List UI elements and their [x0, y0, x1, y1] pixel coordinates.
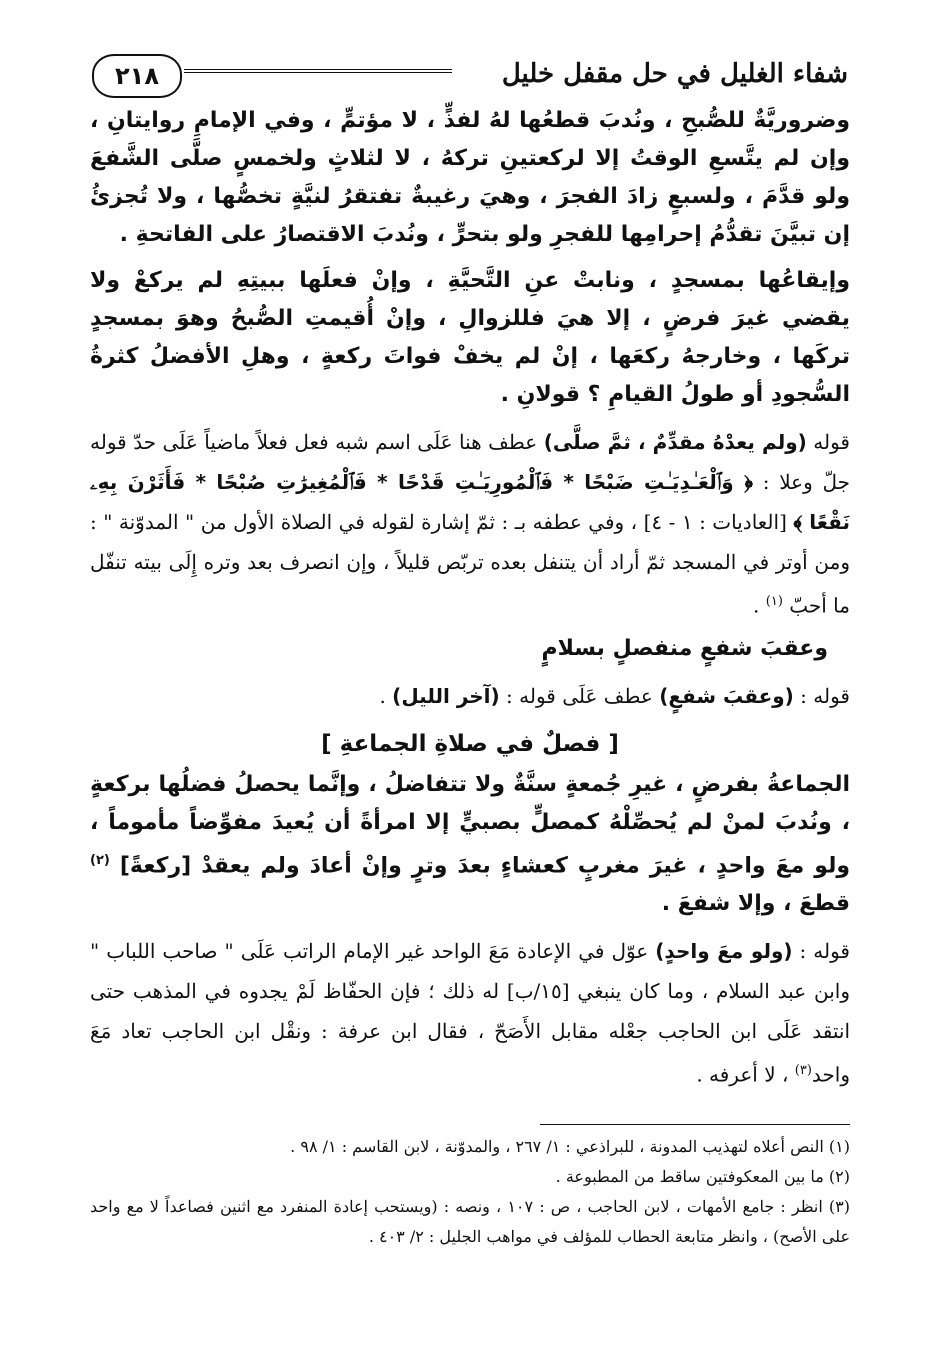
commentary-prefix: قوله	[806, 430, 850, 454]
quran-quote: ﴿ وَٱلْعَـٰدِيَـٰتِ ضَبْحًا * فَٱلْمُورِيَـٰتِ قَدْحًا * فَٱلْمُغِيرَٰتِ صُبْحًا * فَأَثَرْنَ بِهِۦ نَقْعًا ﴾	[90, 470, 851, 534]
page-number: ٢١٨	[92, 54, 182, 98]
commentary-paragraph-1	[90, 422, 850, 626]
commentary-paragraph-2	[90, 676, 850, 716]
commentary-text: عطف عَلَى قوله :	[499, 683, 660, 708]
commentary-text: عطف هنا عَلَى اسم شبه فعل فعلاً ماضياً عَلَى حدّ قوله جلّ وعلا :	[90, 430, 850, 494]
commentary-paragraph-3	[90, 931, 850, 1095]
footnote-1: (١) النص أعلاه لتهذيب المدونة ، للبراذعي : ١/ ٢٦٧ ، والمدوّنة ، لابن القاسم : ١/ ٩٨ .	[290, 1137, 850, 1156]
commentary-text: ، لا أعرفه .	[696, 1062, 795, 1087]
commentary-prefix: قوله :	[793, 683, 850, 708]
matn-paragraph-4	[90, 766, 850, 923]
matn-paragraph-1: وضروريَّةٌ للصُّبحِ ، ونُدبَ قطعُها لهُ لفذٍّ ، لا مؤتمٍّ ، وفي الإمامِ روايتانِ ، وإن لم يتَّسعِ الوقتُ إلا لركعتينِ تركهُ ، لا لثلاثٍ ولخمسٍ صلَّى الشَّفعَ ولو قدَّمَ ، ولسبعٍ زادَ الفجرَ ، وهيَ رغيبةٌ تفتقرُ لنيَّةٍ تخصُّها ، ولا تُجزئُ إن تبيَّنَ تقدُّمُ إحرامِها للفجرِ ولو بتحرٍّ ، ونُدبَ الاقتصارُ على الفاتحةِ .	[90, 108, 850, 247]
matn-text: قطعَ ، وإلا شفعَ .	[661, 890, 850, 916]
lemma-quote: (وعقبَ شفعٍ)	[659, 683, 794, 708]
main-text	[90, 102, 850, 1099]
page-header	[92, 52, 848, 100]
footnote-2: (٢) ما بين المعكوفتين ساقط من المطبوعة .	[555, 1167, 850, 1186]
footnote-reference: (٣)	[794, 1062, 812, 1078]
lemma-quote: (آخر الليل)	[392, 683, 500, 708]
lemma-quote: (ولم يعدْهُ مقدِّمٌ ، ثمَّ صلَّى)	[543, 430, 807, 454]
commentary-text: عوّل في الإعادة مَعَ الواحد غير الإمام الراتب عَلَى " صاحب اللباب " وابن عبد السلام ، وما كان ينبغي [١٥/ب] له ذلك ؛ فإن الحفّاظ لَمْ يجدوه في المذهب حتى انتقد عَلَى ابن الحاجب جعْله مقابل الأَصَحّ ، فقال ابن عرفة : ونقْل ابن الحاجب تعاد مَعَ واحد	[90, 938, 850, 1087]
matn-paragraph-3: وعقبَ شفعٍ منفصلٍ بسلامٍ	[541, 635, 828, 661]
commentary-text: .	[753, 593, 766, 618]
lemma-quote: (ولو معَ واحدٍ)	[655, 938, 793, 963]
commentary-text: [العاديات : ١ - ٤] ، وفي عطفه بـ : ثمّ إشارة لقوله في الصلاة الأول من " المدوّنة " : ومن أوتر في المسجد ثمّ أراد أن يتنفل بعده تربّص قليلاً ، وإن انصرف بعد وتره إِلَى بيته تنفّل ما أحبّ	[90, 510, 850, 618]
matn-text: الجماعةُ بفرضٍ ، غيرِ جُمعةٍ سنَّةٌ ولا تتفاضلُ ، وإنَّما يحصلُ فضلُها بركعةٍ ، ونُدبَ لمنْ لم يُحصِّلْهُ كمصلٍّ بصبيٍّ إلا امرأةً أن يُعيدَ مفوِّضاً مأموماً ، ولو معَ واحدٍ ، غيرَ مغربٍ كعشاءٍ بعدَ وترٍ وإنْ أعادَ ولم يعقدْ [ركعةً]	[90, 771, 850, 878]
section-heading: [ فصلٌ في صلاةِ الجماعةِ ]	[321, 730, 619, 757]
commentary-prefix: قوله :	[792, 938, 850, 963]
running-title: شفاء الغليل في حل مقفل خليل	[501, 59, 848, 89]
header-rule	[184, 69, 452, 73]
matn-paragraph-2: وإيقاعُها بمسجدٍ ، ونابتْ عنِ التَّحيَّةِ ، وإنْ فعلَها ببيتِهِ لم يركعْ ولا يقضي غيرَ فرضٍ ، إلا هيَ فللزوالِ ، وإنْ أُقيمتِ الصُّبحُ وهوَ بمسجدٍ تركَها ، وخارجهُ ركعَها ، إنْ لم يخفْ فواتَ ركعةٍ ، وهلِ الأفضلُ كثرةُ السُّجودِ أو طولُ القيامِ ؟ قولانِ .	[90, 268, 850, 407]
commentary-text: .	[379, 683, 393, 708]
footnote-reference: (٢)	[90, 852, 110, 868]
footnote-separator	[540, 1124, 850, 1125]
footnotes	[90, 1132, 850, 1252]
footnote-3: (٣) انظر : جامع الأمهات ، لابن الحاجب ، ص : ١٠٧ ، ونصه : (ويستحب إعادة المنفرد مع اثنين فصاعداً لا مع واحد على الأصح) ، وانظر متابعة الحطاب للمؤلف في مواهب الجليل : ٢/ ٤٠٣ .	[90, 1197, 850, 1246]
footnote-reference: (١)	[765, 594, 783, 609]
